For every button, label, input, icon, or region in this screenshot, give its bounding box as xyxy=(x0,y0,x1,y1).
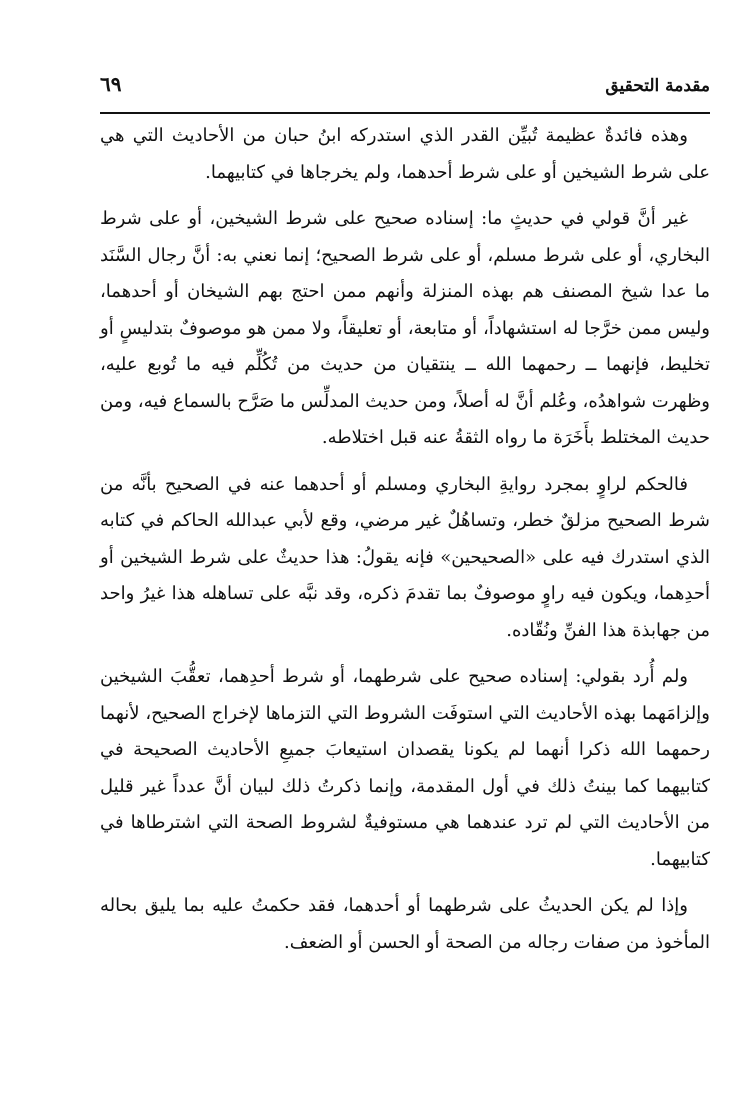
header-rule xyxy=(100,112,710,114)
running-title: مقدمة التحقيق xyxy=(605,76,710,96)
paragraph-2: غير أنَّ قولي في حديثٍ ما: إسناده صحيح على شرط الشيخين، أو على شرط البخاري، أو على شرط مسلم، أو على شرط الصحيح؛ إنما نعني به: أنَّ رجال السَّنَد ما عدا شيخ المصنف هم بهذه المنزلة وأنهم ممن احتج بهم الشيخان أو أحدهما، وليس ممن خرَّجا له استشهاداً، أو متابعة، أو تعليقاً، ولا ممن هو موصوفٌ بتدليسٍ أو تخليط، فإنهما ــ رحمهما الله ــ ينتقيان من حديث من تُكُلِّم فيه ما تُوبع عليه، وظهرت شواهدُه، وعُلم أنَّ له أصلاً، ومن حديث المدلِّس ما صَرَّح بالسماع فيه، ومن حديث المختلط بأَخَرَة ما رواه الثقةُ عنه قبل اختلاطه. xyxy=(100,208,710,448)
page-number: ٦٩ xyxy=(100,72,122,96)
page-header xyxy=(100,72,710,106)
paragraph-5: وإذا لم يكن الحديثُ على شرطهما أو أحدهما، فقد حكمتُ عليه بما يليق بحاله المأخوذ من صفات رجاله من الصحة أو الحسن أو الضعف. xyxy=(100,895,710,953)
paragraph-3: فالحكم لراوٍ بمجرد روايةِ البخاري ومسلم أو أحدهما عنه في الصحيح بأنَّه من شرط الصحيح مزلقٌ خطر، وتساهُلٌ غير مرضي، وقع لأبي عبدالله الحاكم في كتابه الذي استدرك فيه على «الصحيحين» فإنه يقولُ: هذا حديثٌ على شرط الشيخين أو أحدِهما، ويكون فيه راوٍ موصوفٌ بما تقدمَ ذكره، وقد نبَّه على تساهله هذا غيرُ واحد من جهابذة هذا الفنِّ ونُقّاده. xyxy=(100,473,710,641)
paragraph-1: وهذه فائدةٌ عظيمة تُبيِّن القدر الذي استدركه ابنُ حبان من الأحاديث التي هي على شرط الشيخين أو على شرط أحدهما، ولم يخرجاها في كتابيهما. xyxy=(100,125,710,183)
body-text xyxy=(100,118,710,961)
paragraph-4: ولم أُرد بقولي: إسناده صحيح على شرطهما، أو شرط أحدِهما، تعقُّبَ الشيخين وإلزامَهما بهذه الأحاديث التي استوفَت الشروط التي التزماها لإخراج الصحيح، لأنهما رحمهما الله ذكرا أنهما لم يكونا يقصدان استيعابَ جميعِ الأحاديث الصحيحة في كتابيهما كما بينتُ ذلك في أول المقدمة، وإنما ذكرتُ ذلك لبيان أنَّ عدداً غير قليل من الأحاديث التي لم ترد عندهما هي مستوفيةٌ لشروط الصحة التي اشترطاها في كتابيهما. xyxy=(100,666,710,870)
